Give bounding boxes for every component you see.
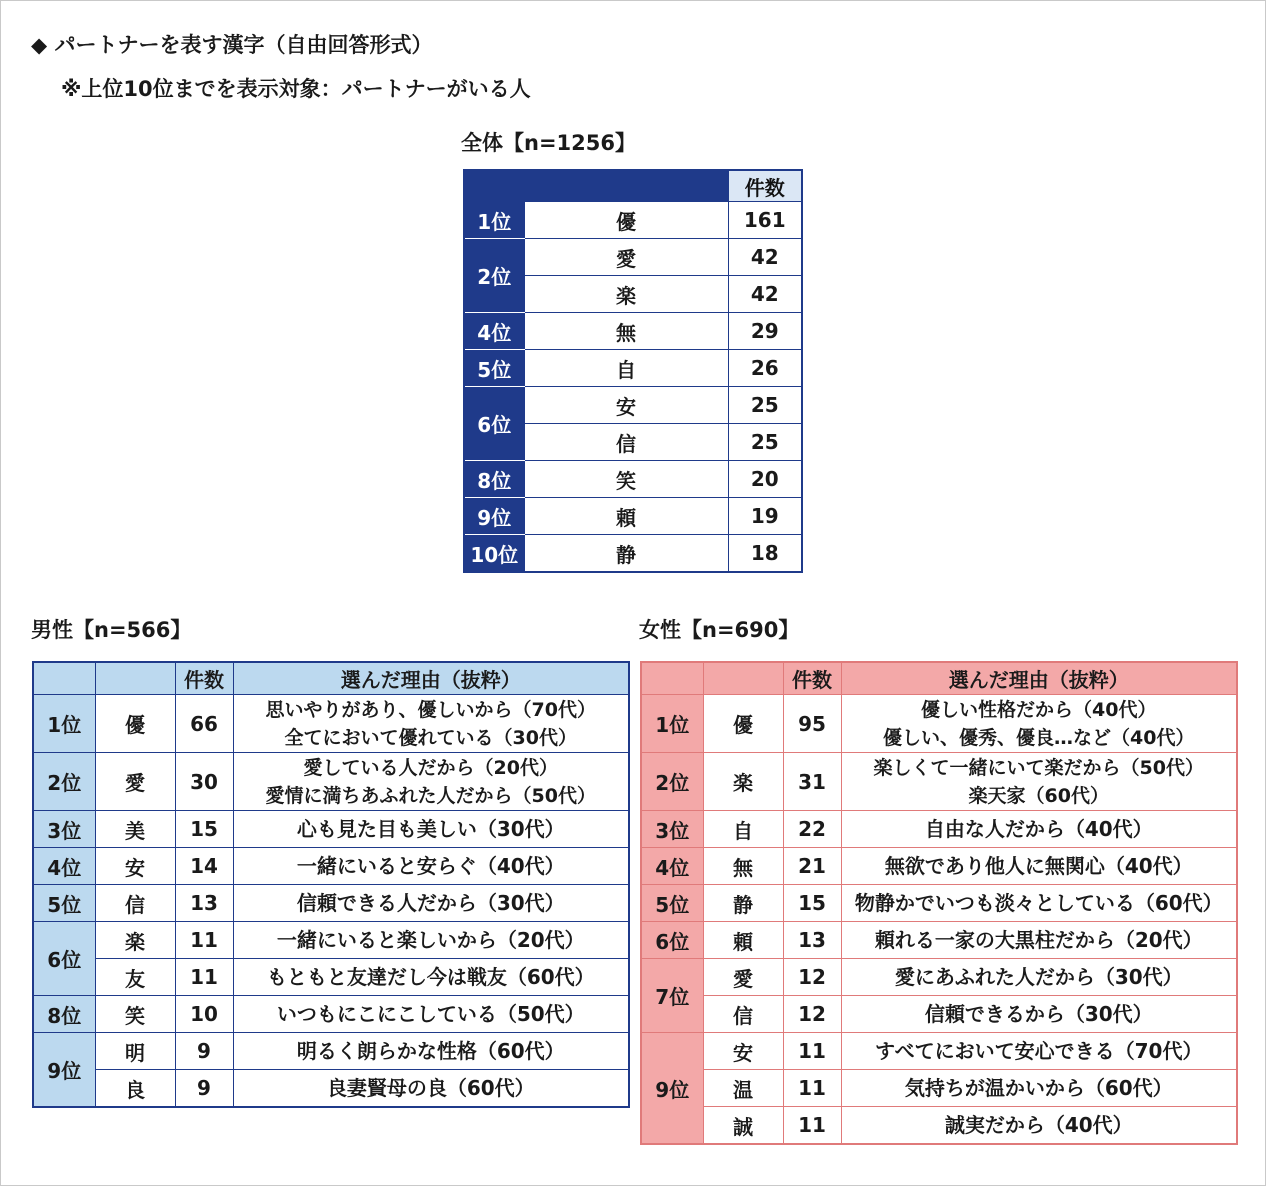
reason-cell: 明るく朗らかな性格（60代） <box>233 1033 629 1070</box>
reason-cell: 一緒にいると楽しいから（20代） <box>233 922 629 959</box>
kanji-cell: 笑 <box>524 461 728 498</box>
reason-cell: 自由な人だから（40代） <box>841 811 1237 848</box>
table-row <box>641 1033 1237 1070</box>
table-row <box>33 811 629 848</box>
rank-cell: 6位 <box>641 922 703 959</box>
count-cell: 15 <box>783 885 841 922</box>
overall-caption: 全体【n=1256】 <box>461 131 636 155</box>
count-cell: 31 <box>783 753 841 811</box>
kanji-cell: 無 <box>524 313 728 350</box>
count-cell: 20 <box>728 461 802 498</box>
kanji-cell: 優 <box>524 202 728 239</box>
table-row <box>641 1070 1237 1107</box>
header-kanji <box>524 170 728 202</box>
rank-cell: 1位 <box>33 695 95 753</box>
reason-cell: 一緒にいると安らぐ（40代） <box>233 848 629 885</box>
rank-cell: 3位 <box>33 811 95 848</box>
kanji-cell: 頼 <box>703 922 783 959</box>
kanji-cell: 信 <box>524 424 728 461</box>
table-header-row <box>33 662 629 695</box>
header-kanji <box>703 662 783 695</box>
kanji-cell: 美 <box>95 811 175 848</box>
count-cell: 11 <box>783 1070 841 1107</box>
note-text: ※上位10位までを表示対象：パートナーがいる人 <box>61 77 531 101</box>
reason-cell: 愛にあふれた人だから（30代） <box>841 959 1237 996</box>
table-row <box>641 695 1237 753</box>
header-reason: 選んだ理由（抜粋） <box>841 662 1237 695</box>
rank-cell: 6位 <box>464 387 524 461</box>
kanji-cell: 友 <box>95 959 175 996</box>
reason-cell: 誠実だから（40代） <box>841 1107 1237 1145</box>
rank-cell: 9位 <box>33 1033 95 1108</box>
table-row <box>464 202 802 239</box>
rank-cell: 8位 <box>464 461 524 498</box>
reason-line: 全てにおいて優れている（30代） <box>284 726 577 749</box>
count-cell: 15 <box>175 811 233 848</box>
count-cell: 12 <box>783 996 841 1033</box>
count-cell: 11 <box>175 959 233 996</box>
header-count: 件数 <box>175 662 233 695</box>
table-row <box>33 1033 629 1070</box>
kanji-cell: 愛 <box>95 753 175 811</box>
table-row <box>464 387 802 424</box>
count-cell: 25 <box>728 424 802 461</box>
table-header-row <box>641 662 1237 695</box>
kanji-cell: 明 <box>95 1033 175 1070</box>
reason-line: 楽天家（60代） <box>968 784 1109 807</box>
kanji-cell: 温 <box>703 1070 783 1107</box>
count-cell: 66 <box>175 695 233 753</box>
header-rank <box>464 170 524 202</box>
rank-cell: 1位 <box>641 695 703 753</box>
kanji-cell: 自 <box>524 350 728 387</box>
male-caption: 男性【n=566】 <box>31 618 192 642</box>
header-count: 件数 <box>728 170 802 202</box>
count-cell: 11 <box>175 922 233 959</box>
table-row <box>33 922 629 959</box>
reason-cell <box>841 753 1237 811</box>
kanji-cell: 信 <box>95 885 175 922</box>
reason-cell <box>233 695 629 753</box>
rank-cell: 4位 <box>33 848 95 885</box>
rank-cell: 2位 <box>641 753 703 811</box>
reason-line: 優しい性格だから（40代） <box>921 698 1157 721</box>
kanji-cell: 安 <box>95 848 175 885</box>
header-rank <box>641 662 703 695</box>
table-row <box>464 313 802 350</box>
reason-cell: 頼れる一家の大黒柱だから（20代） <box>841 922 1237 959</box>
kanji-cell: 無 <box>703 848 783 885</box>
rank-cell: 4位 <box>641 848 703 885</box>
count-cell: 42 <box>728 239 802 276</box>
table-row <box>464 498 802 535</box>
table-row <box>641 811 1237 848</box>
count-cell: 19 <box>728 498 802 535</box>
table-row <box>33 885 629 922</box>
reason-cell: 信頼できる人だから（30代） <box>233 885 629 922</box>
kanji-cell: 安 <box>703 1033 783 1070</box>
kanji-cell: 自 <box>703 811 783 848</box>
rank-cell: 5位 <box>464 350 524 387</box>
count-cell: 13 <box>783 922 841 959</box>
kanji-cell: 愛 <box>524 239 728 276</box>
kanji-cell: 笑 <box>95 996 175 1033</box>
rank-cell: 1位 <box>464 202 524 239</box>
reason-line: 優しい、優秀、優良…など（40代） <box>883 726 1195 749</box>
table-row <box>33 848 629 885</box>
page-title: ◆ パートナーを表す漢字（自由回答形式） <box>31 33 433 57</box>
rank-cell: 4位 <box>464 313 524 350</box>
rank-cell: 3位 <box>641 811 703 848</box>
reason-cell: 心も見た目も美しい（30代） <box>233 811 629 848</box>
kanji-cell: 楽 <box>524 276 728 313</box>
rank-cell: 2位 <box>33 753 95 811</box>
rank-cell: 10位 <box>464 535 524 573</box>
reason-cell: 気持ちが温かいから（60代） <box>841 1070 1237 1107</box>
rank-cell: 5位 <box>33 885 95 922</box>
reason-line: 愛情に満ちあふれた人だから（50代） <box>265 784 596 807</box>
count-cell: 13 <box>175 885 233 922</box>
kanji-cell: 安 <box>524 387 728 424</box>
count-cell: 29 <box>728 313 802 350</box>
kanji-cell: 楽 <box>703 753 783 811</box>
table-row <box>464 535 802 573</box>
count-cell: 9 <box>175 1033 233 1070</box>
reason-cell: すべてにおいて安心できる（70代） <box>841 1033 1237 1070</box>
count-cell: 11 <box>783 1107 841 1145</box>
count-cell: 30 <box>175 753 233 811</box>
count-cell: 95 <box>783 695 841 753</box>
table-row <box>33 753 629 811</box>
table-row <box>641 848 1237 885</box>
table-row <box>464 239 802 276</box>
reason-line: 思いやりがあり、優しいから（70代） <box>265 698 596 721</box>
kanji-cell: 信 <box>703 996 783 1033</box>
table-row <box>641 753 1237 811</box>
header-rank <box>33 662 95 695</box>
table-header-row <box>464 170 802 202</box>
reason-cell: 信頼できるから（30代） <box>841 996 1237 1033</box>
reason-cell <box>841 695 1237 753</box>
count-cell: 18 <box>728 535 802 573</box>
count-cell: 22 <box>783 811 841 848</box>
overall-table <box>463 169 803 573</box>
kanji-cell: 優 <box>703 695 783 753</box>
count-cell: 161 <box>728 202 802 239</box>
kanji-cell: 誠 <box>703 1107 783 1145</box>
rank-cell: 9位 <box>464 498 524 535</box>
table-row <box>641 922 1237 959</box>
kanji-cell: 優 <box>95 695 175 753</box>
table-row <box>33 1070 629 1108</box>
kanji-cell: 静 <box>524 535 728 573</box>
count-cell: 11 <box>783 1033 841 1070</box>
reason-cell: いつもにこにこしている（50代） <box>233 996 629 1033</box>
count-cell: 25 <box>728 387 802 424</box>
kanji-cell: 静 <box>703 885 783 922</box>
rank-cell: 2位 <box>464 239 524 313</box>
kanji-cell: 頼 <box>524 498 728 535</box>
count-cell: 42 <box>728 276 802 313</box>
reason-line: 楽しくて一緒にいて楽だから（50代） <box>873 756 1204 779</box>
count-cell: 14 <box>175 848 233 885</box>
male-table <box>32 661 630 1108</box>
kanji-cell: 良 <box>95 1070 175 1108</box>
table-row <box>464 350 802 387</box>
female-table <box>640 661 1238 1145</box>
rank-cell: 5位 <box>641 885 703 922</box>
kanji-cell: 愛 <box>703 959 783 996</box>
header-count: 件数 <box>783 662 841 695</box>
rank-cell: 8位 <box>33 996 95 1033</box>
table-row <box>641 885 1237 922</box>
table-row <box>641 1107 1237 1145</box>
header-reason: 選んだ理由（抜粋） <box>233 662 629 695</box>
rank-cell: 9位 <box>641 1033 703 1145</box>
header-kanji <box>95 662 175 695</box>
female-caption: 女性【n=690】 <box>639 618 800 642</box>
reason-cell: 物静かでいつも淡々としている（60代） <box>841 885 1237 922</box>
table-row <box>464 461 802 498</box>
table-row <box>33 996 629 1033</box>
reason-cell: もともと友達だし今は戦友（60代） <box>233 959 629 996</box>
reason-line: 愛している人だから（20代） <box>303 756 558 779</box>
count-cell: 21 <box>783 848 841 885</box>
rank-cell: 6位 <box>33 922 95 996</box>
count-cell: 26 <box>728 350 802 387</box>
count-cell: 12 <box>783 959 841 996</box>
count-cell: 10 <box>175 996 233 1033</box>
reason-cell: 良妻賢母の良（60代） <box>233 1070 629 1108</box>
table-row <box>641 959 1237 996</box>
reason-cell: 無欲であり他人に無関心（40代） <box>841 848 1237 885</box>
table-row <box>641 996 1237 1033</box>
reason-cell <box>233 753 629 811</box>
table-row <box>33 695 629 753</box>
count-cell: 9 <box>175 1070 233 1108</box>
table-row <box>33 959 629 996</box>
rank-cell: 7位 <box>641 959 703 1033</box>
kanji-cell: 楽 <box>95 922 175 959</box>
